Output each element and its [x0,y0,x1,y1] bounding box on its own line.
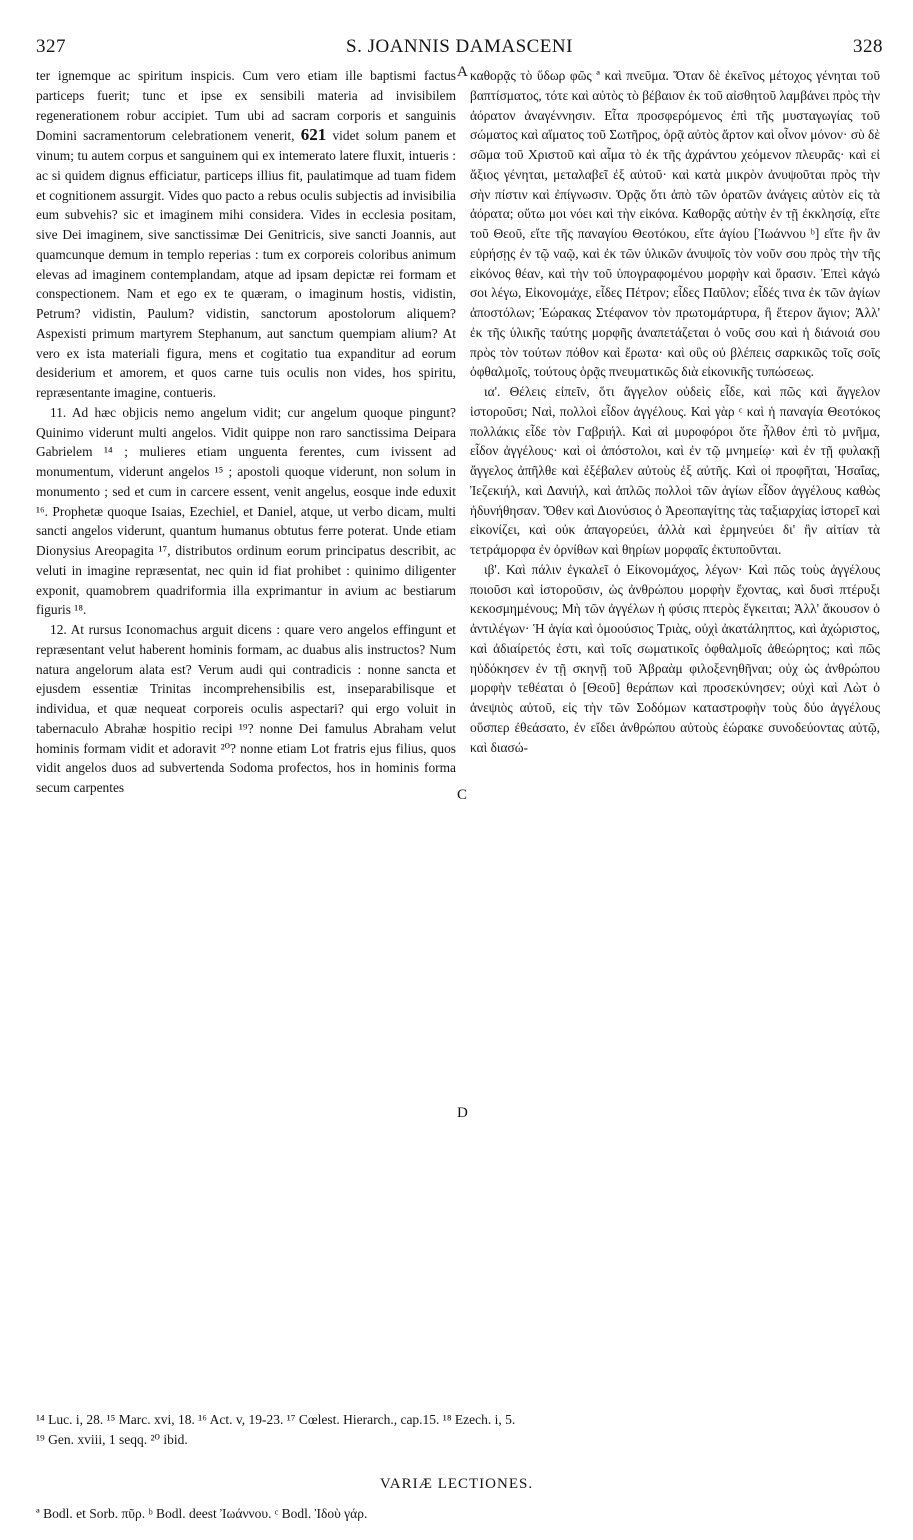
page-number-left: 327 [36,36,66,57]
latin-paragraph-11: 11. Ad hæc objicis nemo angelum vidit; cur angelum quoque pingunt? Quinimo viderunt multi angelos. Vidit quippe non raro sanctissima Deipara Gabrielem ¹⁴ ; mulieres etiam unguenta ferentes, cum ivissent ad monumentum, viderunt angelos ¹⁵ ; apostoli quoque viderunt, non solum in monumento ; sed et cum in carcere essent, venit angelus, eosque inde eduxit ¹⁶. Prophetæ quoque Isaias, Ezechiel, et Daniel, atque, ut verbo dicam, multi sancti angelos viderunt, quantum humanus obtutus ferre poterat. Unde etiam Dionysius Areopagita ¹⁷, distributos ordinum eorum principatus describit, ac veluti in imagine repræsentat, nec quin id fiat prohibet : quinimo diligenter exponit, quamobrem quadriformia illa exprimantur in avium ac bestiarum figuris ¹⁸. [36,404,456,618]
page-header [36,36,883,64]
margin-mark-d: D [457,1105,468,1121]
column-number: 621 [300,125,327,145]
latin-text-10b: videt solum panem et vinum; tu autem corpus et sanguinem qui ex intemerato latere fluxit, intueris : ac si quidem dignus efficiatur, particeps illius fit, paulatimque ad tuam fidem et cognitionem assurgit. Vides quo pacto a rebus oculis subjectis ad invisibilia eum subvehis? sic et imaginem mihi considera. Vides in ecclesia positam, sive Dei imaginem, sive sanctissimæ Dei Genitricis, sive sancti Joannis, aut quamcunque demum in templo reperias : tum ex corporeis coloribus animum elevas ad imaginem contemplandam, atque ad ipsam depictæ rei formam et conspectionem. Nam et ego ex te quæram, o imaginum hostis, vidistin, Petrum? vidistin, Paulum? vidistin, sanctorum apostolorum aliquem? Aspexisti primum martyrem Stephanum, aut sanctum quempiam alium? At vero ex ista materiali figura, mens et cogitatio tua expanditur ad eorum desiderium et amorem, et quos carne tuis oculis non vides, hos spiritu, repræsentante imagine, contueris. [36,128,456,400]
latin-paragraph-10 [36,66,456,403]
greek-column [470,66,880,757]
variae-lectiones-heading: VARIÆ LECTIONES. [379,1476,534,1492]
margin-mark-c: C [457,787,468,803]
greek-paragraph-11: ια'. Θέλεις εἰπεῖν, ὅτι ἄγγελον οὐδεὶς εἶδε, καὶ πῶς καὶ ἄγγελον ἱστοροῦσι; Ναὶ, πολλοὶ εἶδον ἀγγέλους. Καὶ γὰρ ᶜ καὶ ἡ παναγία Θεοτόκος πολλάκις εἶδε τὸν Γαβριήλ. Καὶ αἱ μυροφόροι ὅτε ἦλθον ἐπὶ τὸ μνῆμα, εἶδον ἀγγέλους· καὶ οἱ ἀπόστολοι, καὶ ἐν τῷ μνημείῳ· καὶ ἐν τῇ φυλακῇ ἄγγελος ἀπῆλθε καὶ ἐξέβαλεν αὐτοὺς ἐξ αὐτῆς. Καὶ οἱ προφῆται, Ἡσαΐας, Ἰεζεκιήλ, καὶ Δανιήλ, καὶ ἁπλῶς πολλοὶ τῶν ἁγίων εἶδον ἀγγέλους καθὼς ἠδυνήθησαν. Ὅθεν καὶ Διονύσιος ὁ Ἀρεοπαγίτης τὰς ταξιαρχίας ἱστορεῖ καὶ εἰκονίζει, καὶ οὐκ ἀπαγορεύει, ἀλλὰ καὶ ἑρμηνεύει δι' ἣν αἰτίαν τὰ τετράμορφα ἐν ὀρνίθων καὶ θηρίων μορφαῖς ἐκτυποῦνται. [470,384,880,557]
greek-paragraph-12: ιβ'. Καὶ πάλιν ἐγκαλεῖ ὁ Εἰκονομάχος, λέγων· Καὶ πῶς τοὺς ἀγγέλους ποιοῦσι καὶ ἱστοροῦσιν, ὡς ἀνθρώπου μορφὴν ἔχοντας, καὶ δυσὶ πτέρυξι κεκοσμημένους; Μὴ τῶν ἀγγέλων ἡ φύσις πτερὸς ἔγκειται; Ἀλλ' ἄκουσον ὁ ἀντιλέγων· Ἡ ἁγία καὶ ὁμοούσιος Τριὰς, οὐχὶ ἀκατάληπτος, καὶ ἀχώριστος, καὶ ἀδιαίρετός ἐστι, καὶ τοῖς σωματικοῖς ὀφθαλμοῖς ἀθεώρητος; καὶ πῶς ηὐδόκησεν ἐν τῇ σκηνῇ τοῦ Ἀβραὰμ φιλοξενηθῆναι; οὐχ ὡς ἀνθρώπου μορφὴν τεθέαται ὁ [Θεοῦ] θεράπων καὶ προσεκύνησεν; οὐχὶ καὶ Λὼτ ὁ ἀνεψιὸς αὐτοῦ, εἰς τὴν τῶν Σοδόμων καταστροφὴν τοὺς δύο ἀγγέλους οὕσπερ ἐθεάσατο, ἐν εἴδει ἀνθρώπου αὐτοὺς ἑώρακε συνοδεύοντας αὐτῷ, καὶ διασώ- [470,561,880,755]
latin-text-10a: ter ignemque ac spiritum inspicis. Cum vero etiam ille baptismi factus particeps fuerit; tunc et ipse ex sensibili materia ad invisibilem regenerationem robur accipiet. Tum ubi ad sacram corporis et sanguinis Domini sacramentorum celebrationem venerit, [36,68,456,144]
margin-mark-a: A [457,64,468,80]
latin-column [36,66,456,798]
variae-lectiones-line: ª Bodl. et Sorb. πῦρ. ᵇ Bodl. deest Ἰωάννου. ᶜ Bodl. Ἰδοὺ γάρ. [36,1506,368,1521]
running-title: S. JOANNIS DAMASCENI [346,36,573,57]
page-number-right: 328 [853,36,883,57]
greek-paragraph-10: καθορᾷς τὸ ὕδωρ φῶς ª καὶ πνεῦμα. Ὅταν δὲ ἐκεῖνος μέτοχος γένηται τοῦ βαπτίσματος, τότε καὶ αὐτὸς τὸ βέβαιον ἐκ τοῦ αἰσθητοῦ λαμβάνει πρὸς τὴν ἀόρατον ἀναγέννησιν. Εἶτα προσφερόμενος ἐπὶ τῆς μυσταγωγίας τοῦ σώματος καὶ αἵματος τοῦ Σωτῆρος, ὁρᾷ αὐτὸς ἄρτον καὶ οἶνον μόνον· σὺ δὲ σῶμα τοῦ Χριστοῦ καὶ αἷμα τὸ ἐκ τῆς ἀχράντου χεόμενον πλευρᾶς· καὶ εἰ ἄξιος γένηται, μεταλαβεῖ ἐξ αὐτοῦ· καὶ κατὰ μικρὸν ἀνυψοῦται πρὸς τὴν σὴν πίστιν καὶ ἐπίγνωσιν. Ὁρᾷς ὅτι ἀπὸ τῶν ὁρατῶν ἀνάγεις αὐτὸν εἰς τὰ ἀόρατα; οὕτω μοι νόει καὶ τὴν εἰκόνα. Καθορᾷς αὐτὴν ἐν τῇ ἐκκλησίᾳ, εἴτε τοῦ Θεοῦ, εἴτε τῆς παναγίου Θεοτόκου, εἴτε ἁγίου [Ἰωάννου ᵇ] εἴτε ἣν ἂν εὑρήσῃς ἐν τῷ ναῷ, καὶ ἐκ τῶν ὑλικῶν ἀνυψοῖς τὸν νοῦν σου πρὸς τὴν τῆς εἰκόνος θέαν, καὶ τὴν τοῦ ὑπογραφομένου μορφὴν καὶ ὅρασιν. Ἐπεὶ κἀγώ σοι λέγω, Εἰκονομάχε, εἶδες Πέτρον; εἶδες Παῦλον; εἶδές τινα ἐκ τῶν ἁγίων ἀποστόλων; Ἑώρακας Στέφανον τὸν πρωτομάρτυρα, ἢ ἕτερον ἅγιον; Ἀλλ' ἐκ τῆς ὑλικῆς ταύτης μορφῆς ἀναπετάζεται ὁ νοῦς σου καὶ ἡ διάνοιά σου πρὸς τὸν τούτων πόθον καὶ ἔρωτα· καὶ οὓς οὐ βλέπεις σαρκικῶς τοῖς σοῖς ὀφθαλμοῖς, τούτους ὁρᾷς πνευματικῶς διὰ εἰκονικῆς τυπώσεως. [470,68,880,380]
latin-paragraph-12: 12. At rursus Iconomachus arguit dicens : quare vero angelos effingunt et repræsentant velut haberent hominis formam, ac duabus alis instructos? Num natura angelorum alata est? Verum audi qui contradicis : nonne sancta et ejusdem essentiæ Trinitas incomprehensibilis est, inseparabilisque et individua, et quæ nequeat corporeis oculis aspectari? qui ergo voluit in tabernaculo Abrahæ hospitio recipi ¹⁹? nonne Dei famulus Abraham velut hominis formam vidit et adoravit ²⁰? nonne etiam Lot fratris ejus filius, quos vidit angelos duos ad subvertenda Sodoma profectos, hos in hominis forma secum carpentes [36,622,456,795]
footnotes-line-2: ¹⁹ Gen. xviii, 1 seqq. ²⁰ ibid. [36,1432,188,1447]
footnotes-line-1: ¹⁴ Luc. i, 28. ¹⁵ Marc. xvi, 18. ¹⁶ Act. v, 19-23. ¹⁷ Cœlest. Hierarch., cap.15. ¹⁸ Ezech. i, 5. [36,1412,516,1427]
